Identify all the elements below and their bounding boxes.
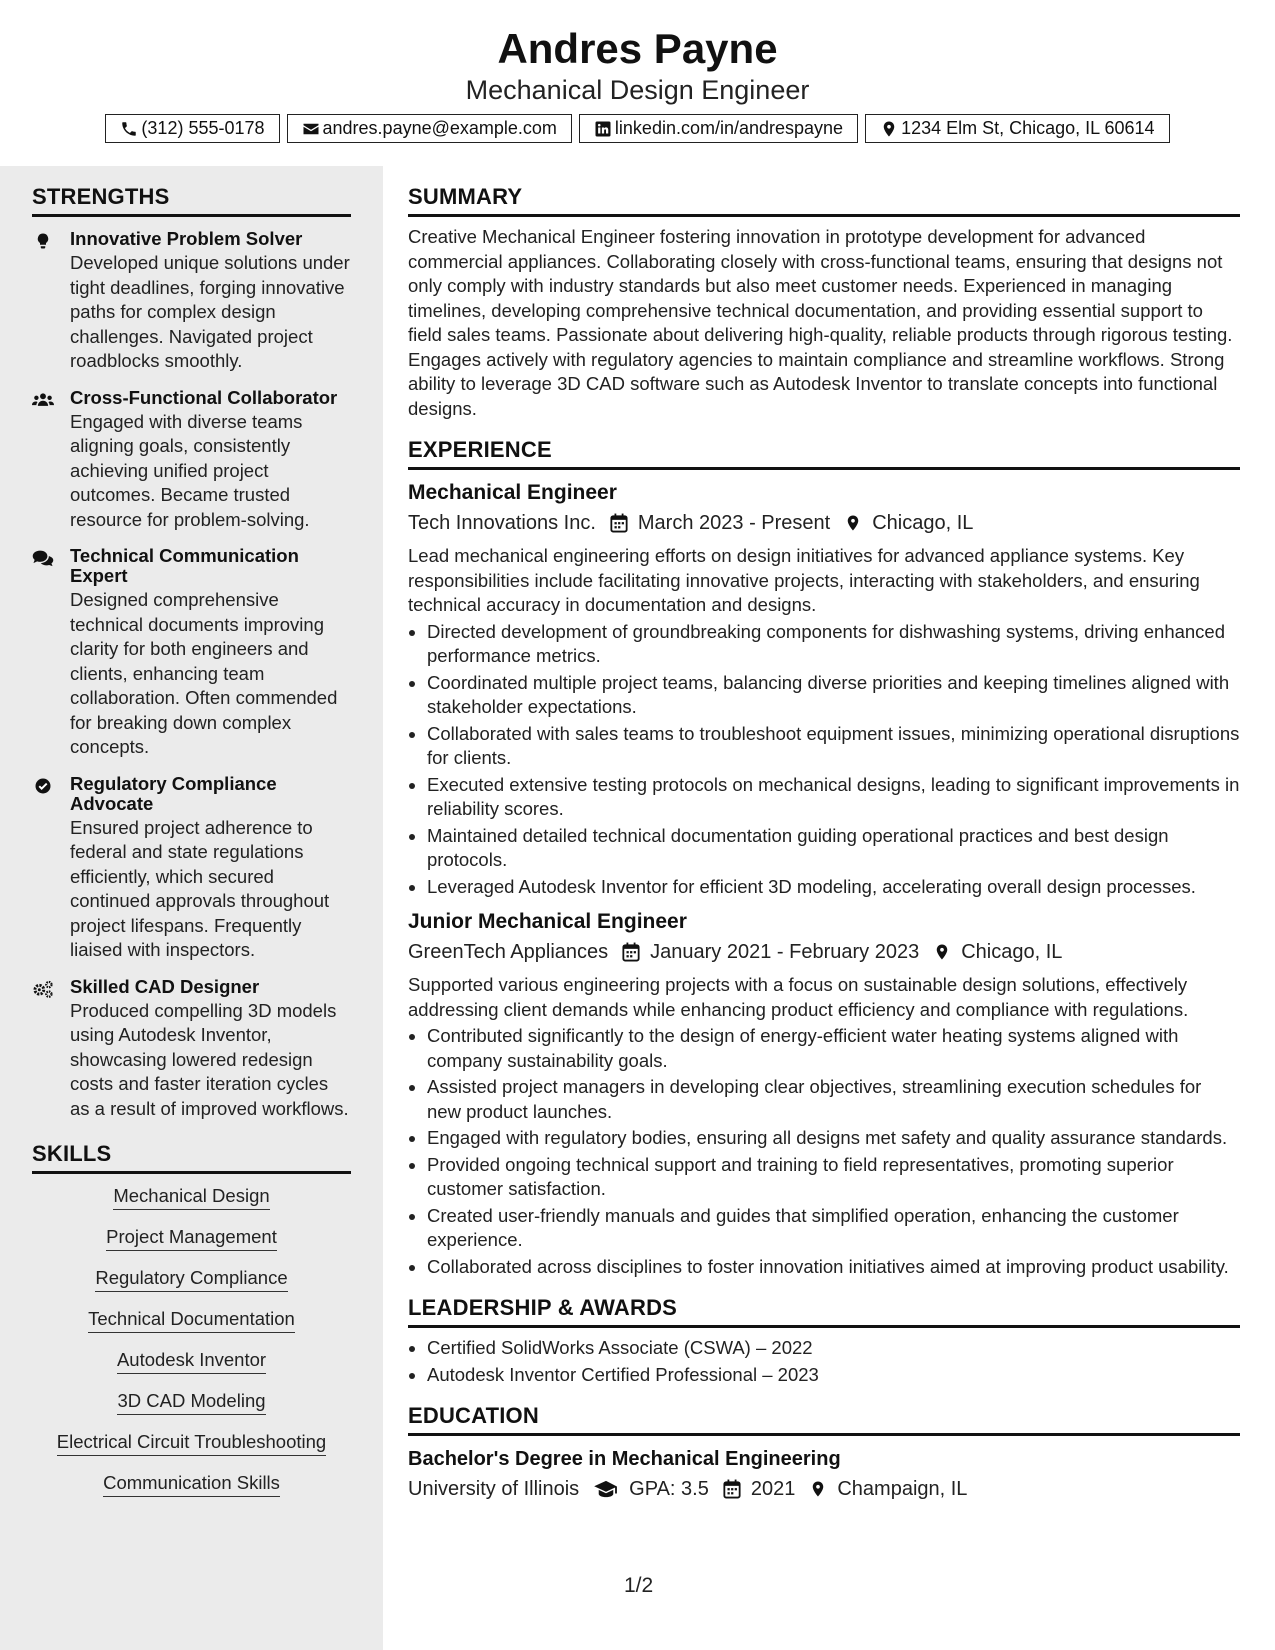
skills-heading: SKILLS (32, 1141, 351, 1174)
skills-list (32, 1184, 351, 1497)
skill-item: Autodesk Inventor (32, 1348, 351, 1374)
awards-list (408, 1336, 1240, 1387)
comments-icon (32, 549, 54, 567)
strength-desc: Developed unique solutions under tight deadlines, forging innovative paths for complex design challenges. Navigated project roadblocks smoothly. (70, 252, 350, 371)
summary-heading: SUMMARY (408, 184, 1240, 217)
contact-email[interactable] (287, 114, 572, 143)
strength-item (32, 774, 351, 963)
candidate-title: Mechanical Design Engineer (465, 75, 810, 105)
job-dates: January 2021 - February 2023 (650, 941, 920, 963)
skill-item: Mechanical Design (32, 1184, 351, 1210)
job-location: Chicago, IL (961, 941, 1063, 963)
skill-item: 3D CAD Modeling (32, 1389, 351, 1415)
strength-item (32, 546, 351, 760)
cogs-icon (32, 980, 54, 998)
job-bullet: • Engaged with regulatory bodies, ensuring all designs met safety and quality assurance standards. (427, 1126, 1240, 1151)
job-bullet: • Assisted project managers in developing clear objectives, streamlining execution schedules for new product launches. (427, 1075, 1240, 1124)
award-item: • Certified SolidWorks Associate (CSWA) – 2022 (427, 1336, 1240, 1361)
contact-linkedin[interactable] (579, 114, 858, 143)
job-entry (408, 909, 1240, 1279)
job-company: Tech Innovations Inc. (408, 512, 596, 534)
main-column (408, 184, 1240, 1502)
strengths-heading: STRENGTHS (32, 184, 351, 217)
contact-phone-text: (312) 555-0178 (141, 118, 265, 138)
experience-heading: EXPERIENCE (408, 437, 1240, 470)
job-bullet: • Maintained detailed technical documentation guiding operational practices and best design protocols. (427, 824, 1240, 873)
strength-desc: Produced compelling 3D models using Autodesk Inventor, showcasing lowered redesign costs and faster iteration cycles as a result of improved workflows. (70, 999, 349, 1119)
contact-address[interactable] (865, 114, 1170, 143)
strength-title: Technical Communication Expert (70, 545, 299, 586)
check-circle-icon (32, 777, 54, 795)
strength-title: Cross-Functional Collaborator (70, 386, 338, 408)
skill-item: Regulatory Compliance (32, 1266, 351, 1292)
map-pin-icon (809, 1479, 827, 1499)
candidate-name: Andres Payne (497, 25, 778, 72)
skill-item: Electrical Circuit Troubleshooting (32, 1430, 351, 1456)
strength-title: Innovative Problem Solver (70, 228, 303, 249)
job-bullet: • Coordinated multiple project teams, balancing diverse priorities and keeping timelines aligned with stakeholder expectations. (427, 671, 1240, 720)
strength-item (32, 388, 351, 533)
job-bullet: • Provided ongoing technical support and training to field representatives, promoting superior customer satisfaction. (427, 1153, 1240, 1202)
strength-item (32, 229, 351, 374)
job-bullets (408, 620, 1240, 900)
edu-degree: Bachelor's Degree in Mechanical Engineering (408, 1448, 841, 1470)
job-bullet: • Executed extensive testing protocols on mechanical designs, leading to significant improvements in reliability scores. (427, 773, 1240, 822)
resume-header (0, 0, 1275, 143)
strengths-list (32, 229, 351, 1121)
job-title: Junior Mechanical Engineer (408, 910, 687, 933)
education-heading: EDUCATION (408, 1403, 1240, 1436)
job-title: Mechanical Engineer (408, 481, 617, 504)
job-meta (408, 510, 1240, 536)
calendar-icon (723, 1479, 741, 1499)
edu-year: 2021 (750, 1478, 796, 1500)
users-icon (32, 391, 54, 409)
contact-linkedin-text: linkedin.com/in/andrespayne (614, 118, 844, 138)
job-dates: March 2023 - Present (637, 512, 831, 534)
job-summary: Supported various engineering projects with a focus on sustainable design solutions, effectively addressing client demands while enhancing product efficiency and compliance with regulations. (408, 974, 1189, 1020)
award-item: • Autodesk Inventor Certified Professional – 2023 (427, 1363, 1240, 1388)
strength-desc: Engaged with diverse teams aligning goals, consistently achieving unified project outcomes. Became trusted resource for problem-solving. (70, 410, 310, 530)
graduation-cap-icon (593, 1479, 619, 1499)
calendar-icon (622, 942, 640, 962)
contact-email-text: andres.payne@example.com (322, 118, 557, 138)
edu-school: University of Illinois (408, 1478, 580, 1500)
skill-item: Technical Documentation (32, 1307, 351, 1333)
job-location: Chicago, IL (872, 512, 974, 534)
job-entry (408, 480, 1240, 899)
strength-desc: Ensured project adherence to federal and state regulations efficiently, which secured continued approvals throughout project lifespans. Frequently liaised with inspectors. (70, 816, 330, 960)
skill-item: Communication Skills (32, 1471, 351, 1497)
strength-title: Regulatory Compliance Advocate (70, 772, 277, 814)
lightbulb-icon (32, 232, 54, 250)
phone-icon (120, 120, 138, 138)
job-bullet: • Directed development of groundbreaking components for dishwashing systems, driving enhanced performance metrics. (427, 620, 1240, 669)
strength-title: Skilled CAD Designer (70, 975, 260, 997)
map-pin-icon (933, 942, 951, 962)
job-bullet: • Created user-friendly manuals and guides that simplified operation, enhancing the customer experience. (427, 1204, 1240, 1253)
edu-meta (408, 1476, 1240, 1502)
contact-bar (0, 114, 1275, 143)
edu-location: Champaign, IL (837, 1478, 968, 1500)
job-summary: Lead mechanical engineering efforts on design initiatives for advanced appliance systems. Key responsibilities include facilitating innovative projects, interacting with stakeholders, and ensuring technical accuracy in documentation and designs. (408, 545, 1200, 615)
contact-address-text: 1234 Elm St, Chicago, IL 60614 (901, 118, 1155, 138)
job-bullet: • Collaborated across disciplines to foster innovation initiatives aimed at improving product usability. (427, 1255, 1240, 1280)
job-company: GreenTech Appliances (408, 941, 609, 963)
job-meta (408, 939, 1240, 965)
map-pin-icon (844, 513, 862, 533)
job-bullet: • Collaborated with sales teams to troubleshoot equipment issues, minimizing operational disruptions for clients. (427, 722, 1240, 771)
strength-item (32, 977, 351, 1122)
map-pin-icon (880, 120, 898, 138)
job-bullets (408, 1024, 1240, 1279)
job-bullet: • Leveraged Autodesk Inventor for efficient 3D modeling, accelerating overall design processes. (427, 875, 1240, 900)
skill-item: Project Management (32, 1225, 351, 1251)
job-bullet: • Contributed significantly to the design of energy-efficient water heating systems aligned with company sustainability goals. (427, 1024, 1240, 1073)
calendar-icon (610, 513, 628, 533)
linkedin-icon (594, 120, 612, 138)
sidebar (0, 166, 383, 1650)
contact-phone[interactable] (105, 114, 279, 143)
summary-text: Creative Mechanical Engineer fostering innovation in prototype development for advanced commercial appliances. Collaborating closely with cross-functional teams, ensuring that designs not only comply with industry standards but also meet customer needs. Experienced in managing timelines, developing comprehensive technical documentation, and providing essential support to field sales teams. Passionate about delivering high-quality, reliable products through rigorous testing. Engages actively with regulatory agencies to maintain compliance and streamline workflows. Strong ability to leverage 3D CAD software such as Autodesk Inventor to translate concepts into functional designs. (408, 226, 1233, 419)
envelope-icon (302, 120, 320, 138)
strength-desc: Designed comprehensive technical documents improving clarity for both engineers and clients, enhancing team collaboration. Often commended for breaking down complex concepts. (70, 589, 338, 757)
edu-gpa: GPA: 3.5 (629, 1478, 709, 1500)
leadership-heading: LEADERSHIP & AWARDS (408, 1295, 1240, 1328)
page-number: 1/2 (624, 1574, 654, 1597)
